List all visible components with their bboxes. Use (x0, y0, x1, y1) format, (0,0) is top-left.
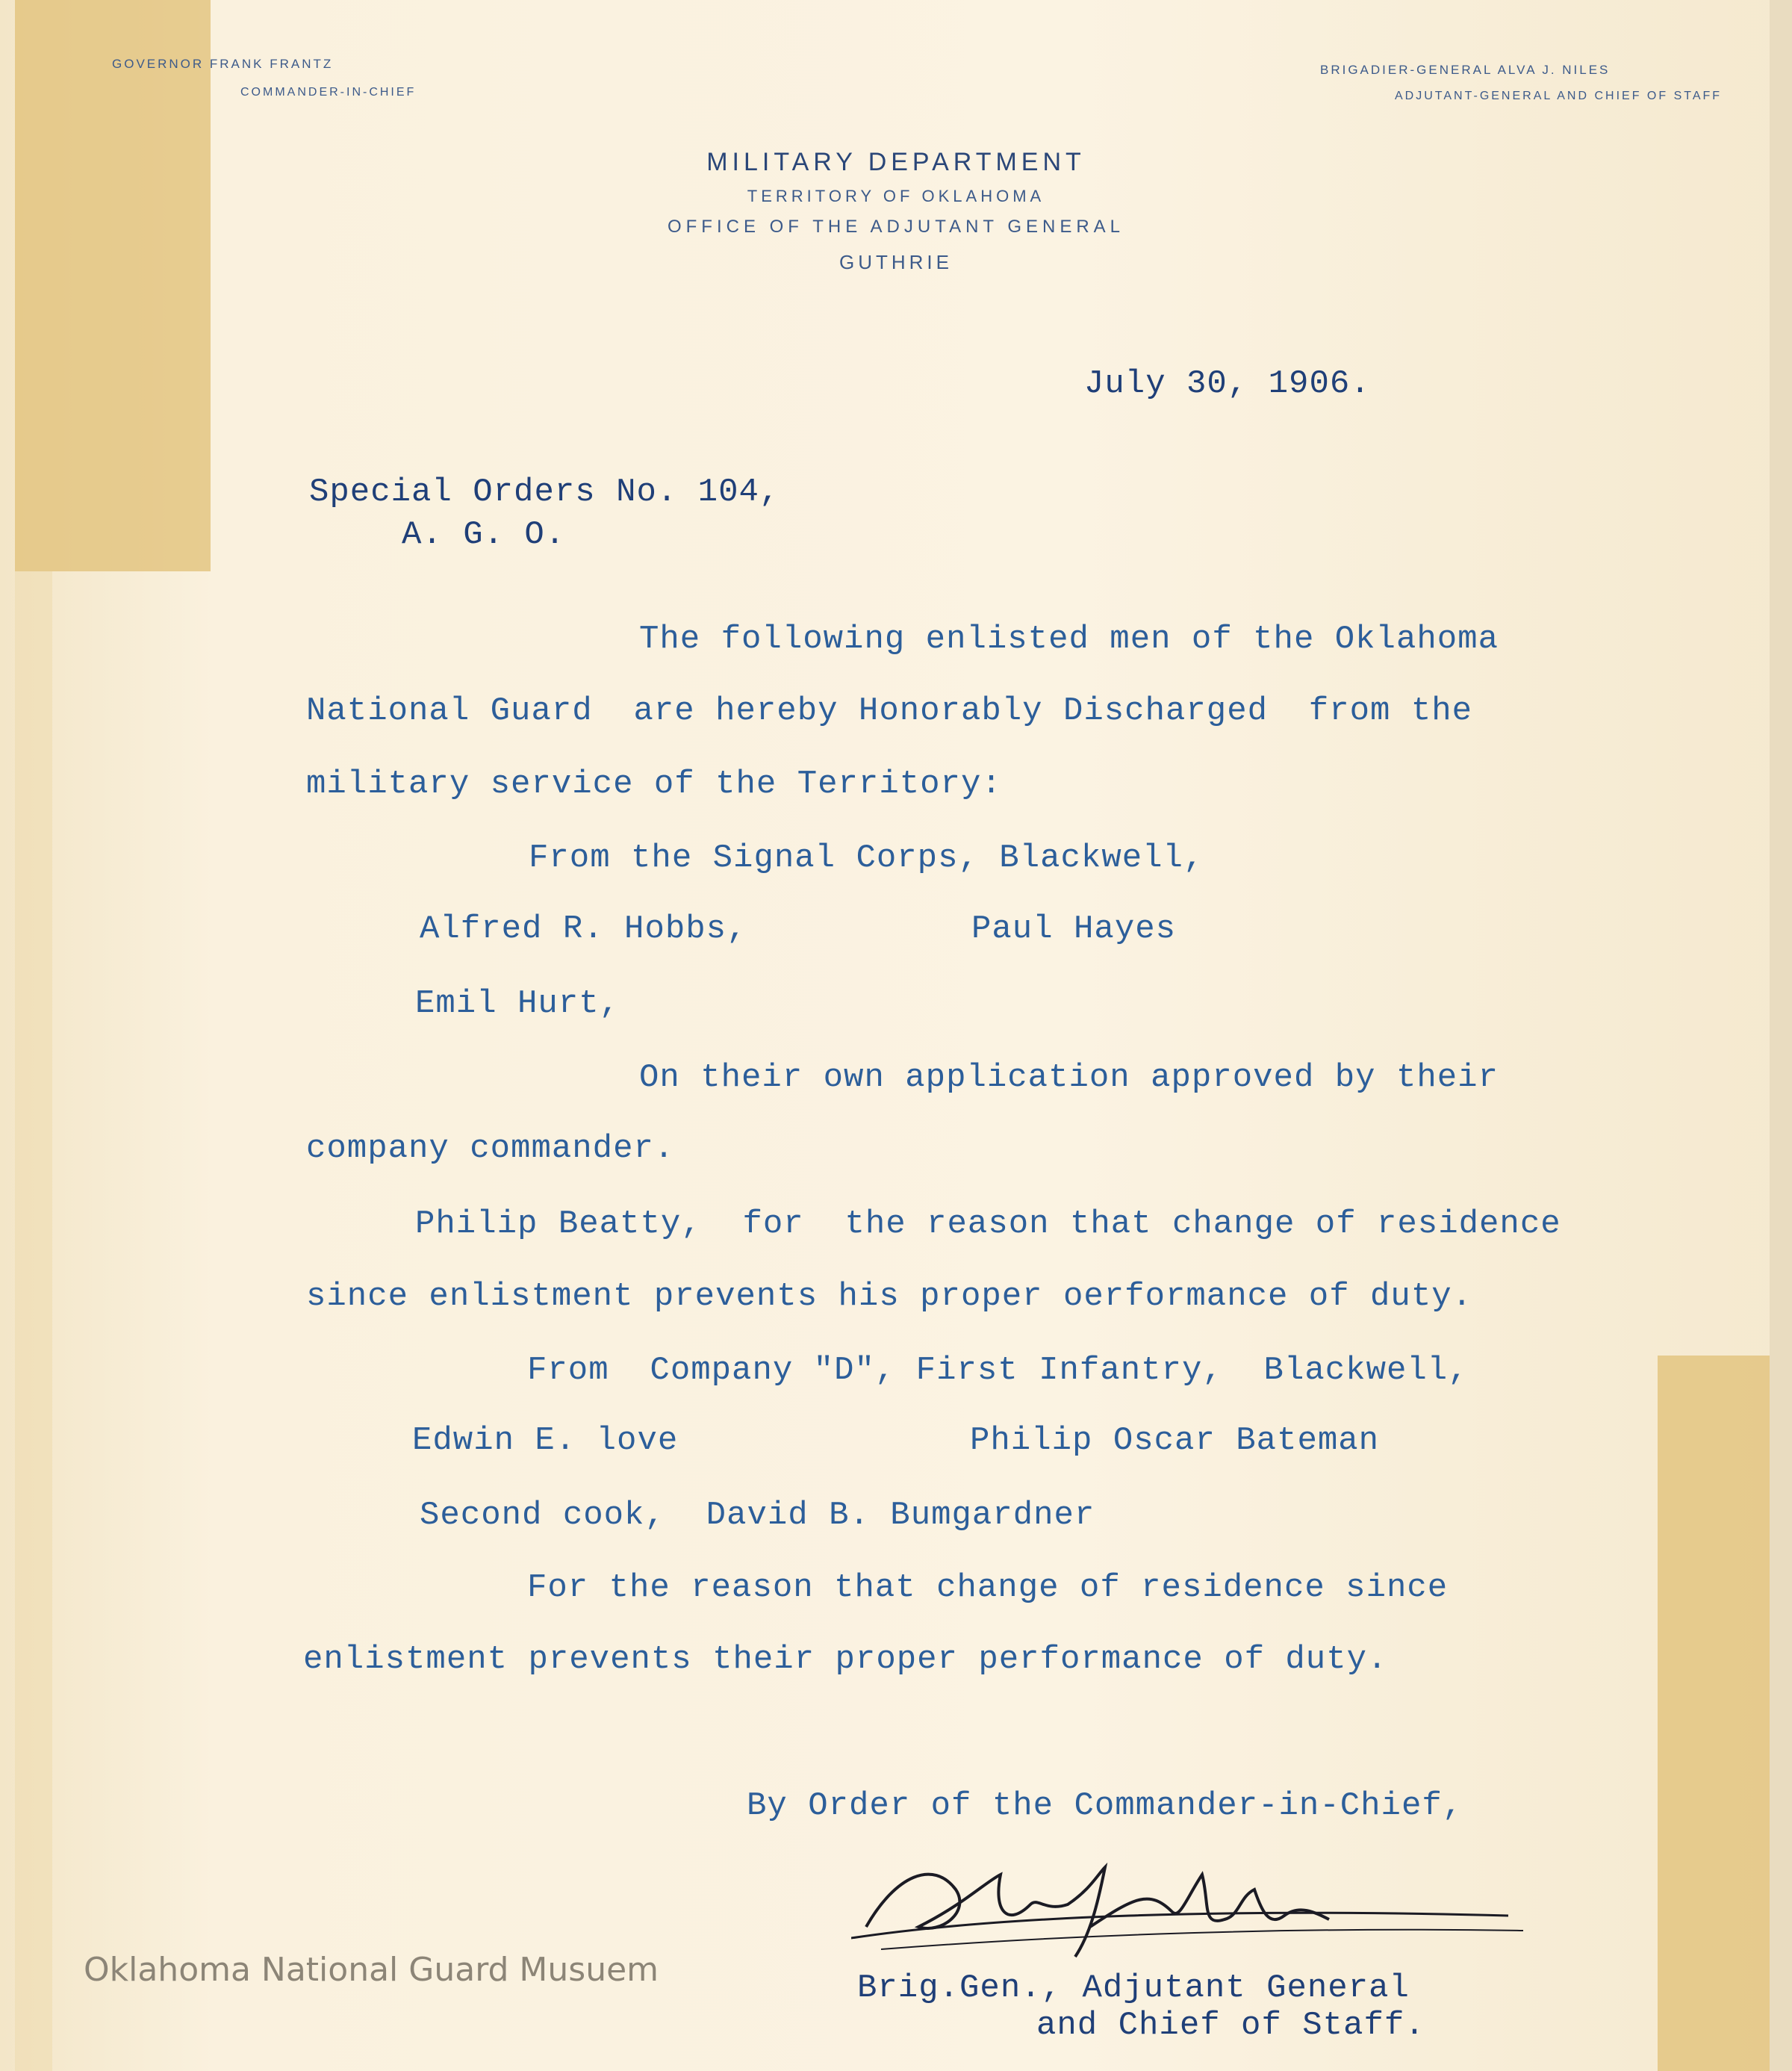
museum-watermark: Oklahoma National Guard Musuem (84, 1951, 659, 1989)
body-line: Philip Beatty, for the reason that change of residence (415, 1205, 1561, 1243)
body-line: For the reason that change of residence since (527, 1569, 1449, 1606)
closing-line: By Order of the Commander-in-Chief, (747, 1787, 1463, 1825)
governor-title: COMMANDER-IN-CHIEF (240, 86, 417, 99)
discharged-name: Edwin E. love (412, 1422, 679, 1459)
discharged-name: Paul Hayes (971, 910, 1177, 948)
adjutant-name: BRIGADIER-GENERAL ALVA J. NILES (1320, 63, 1611, 77)
governor-name: GOVERNOR FRANK FRANTZ (112, 57, 334, 71)
body-line: since enlistment prevents his proper oerformance of duty. (306, 1278, 1473, 1315)
discharged-name: Second cook, David B. Bumgardner (420, 1497, 1095, 1534)
special-order-number: Special Orders No. 104, (309, 473, 780, 511)
body-line: military service of the Territory: (306, 766, 1002, 803)
discharged-name: Emil Hurt, (415, 985, 620, 1022)
signatory-title: and Chief of Staff. (1036, 2007, 1425, 2044)
city-name: GUTHRIE (839, 251, 953, 273)
body-line: On their own application approved by their (639, 1059, 1499, 1096)
paper-edge (1770, 0, 1792, 2071)
letter-date: July 30, 1906. (1084, 365, 1371, 403)
discharged-name: Philip Oscar Bateman (970, 1422, 1380, 1459)
unit-heading: From the Signal Corps, Blackwell, (529, 839, 1204, 877)
body-line: National Guard are hereby Honorably Discharged from the (306, 692, 1473, 730)
adjutant-title: ADJUTANT-GENERAL AND CHIEF OF STAFF (1395, 90, 1723, 102)
body-line: The following enlisted men of the Oklahoma (639, 621, 1499, 658)
tape-strip-right (1658, 1356, 1770, 2071)
department-title: MILITARY DEPARTMENT (706, 148, 1086, 176)
body-line: company commander. (306, 1130, 675, 1167)
tape-strip-left (15, 0, 211, 571)
special-order-office: A. G. O. (402, 516, 566, 553)
unit-heading: From Company "D", First Infantry, Blackwell, (527, 1352, 1469, 1389)
handwritten-signature (851, 1845, 1538, 1972)
discharged-name: Alfred R. Hobbs, (420, 910, 747, 948)
tape-strip-left-lower (15, 571, 52, 2071)
signatory-title: Brig.Gen., Adjutant General (857, 1969, 1410, 2007)
office-name: OFFICE OF THE ADJUTANT GENERAL (667, 217, 1125, 237)
body-line: enlistment prevents their proper performance of duty. (303, 1641, 1388, 1678)
territory-name: TERRITORY OF OKLAHOMA (747, 187, 1045, 205)
